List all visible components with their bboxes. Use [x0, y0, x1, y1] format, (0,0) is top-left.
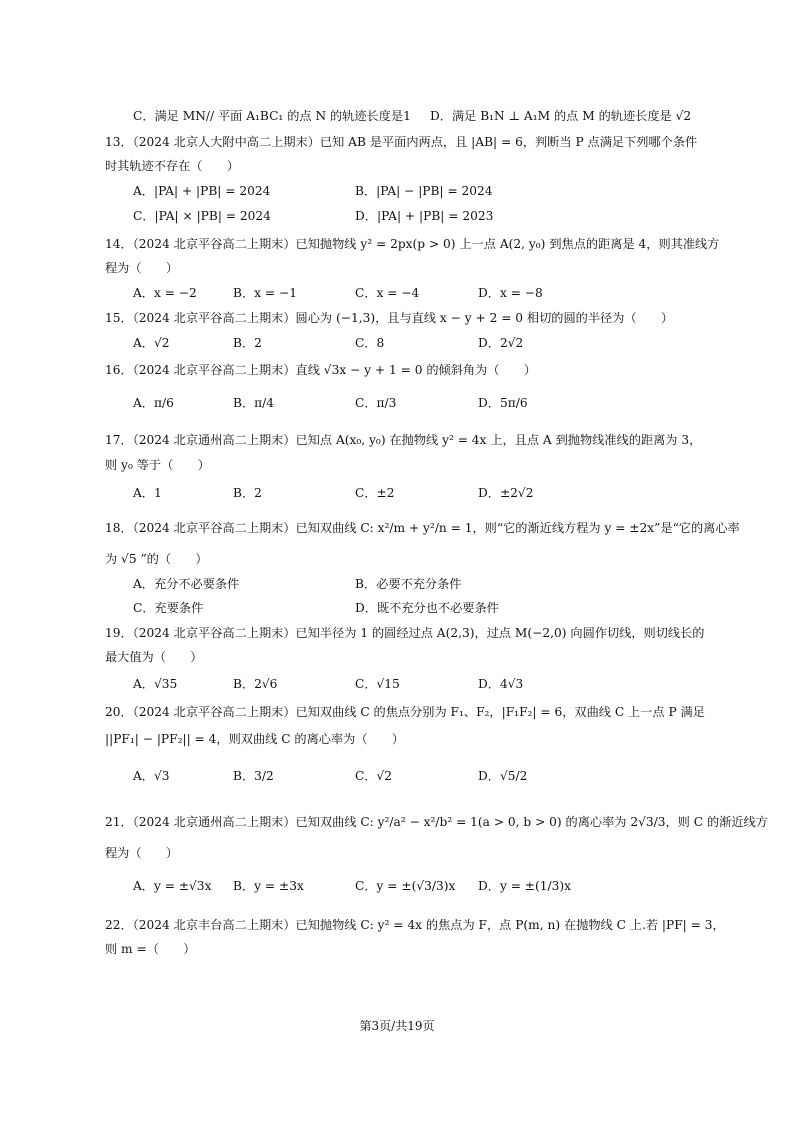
- answer-option: A．x = −2: [133, 286, 197, 300]
- question-text: 19．（2024 北京平谷高二上期末）已知半径为 1 的圆经过点 A(2,3)，过点 M(−2,0) 向圆作切线，则切线长的: [105, 626, 705, 640]
- question-text: 16．（2024 北京平谷高二上期末）直线 √3x − y + 1 = 0 的倾斜角为（ ）: [105, 363, 537, 377]
- answer-option: B．3/2: [233, 769, 274, 783]
- question-text: 时其轨迹不存在（ ）: [105, 159, 240, 173]
- answer-option: A．√35: [133, 677, 178, 691]
- question-text: 为 √5 ”的（ ）: [105, 552, 208, 566]
- question-text: 18．（2024 北京平谷高二上期末）已知双曲线 C: x²/m + y²/n = 1，则“它的渐近线方程为 y = ±2x”是“它的离心率: [105, 521, 740, 535]
- answer-option: D．|PA| + |PB| = 2023: [355, 209, 494, 223]
- answer-option: D．±2√2: [478, 486, 534, 500]
- answer-option: A．y = ±√3x: [133, 879, 212, 893]
- answer-option: B．2: [233, 336, 262, 350]
- question-text: 程为（ ）: [105, 846, 179, 860]
- answer-option: C．|PA| × |PB| = 2024: [133, 209, 271, 223]
- answer-option: B．|PA| − |PB| = 2024: [355, 184, 493, 198]
- answer-option: A．充分不必要条件: [133, 577, 240, 591]
- answer-option: B．必要不充分条件: [355, 577, 462, 591]
- answer-option: D．4√3: [478, 677, 524, 691]
- answer-option: A．π/6: [133, 396, 174, 410]
- answer-option: C．满足 MN// 平面 A₁BC₁ 的点 N 的轨迹长度是1: [133, 109, 411, 123]
- answer-option: C．π/3: [355, 396, 397, 410]
- answer-option: C．x = −4: [355, 286, 420, 300]
- answer-option: B．π/4: [233, 396, 275, 410]
- answer-option: D．y = ±(1/3)x: [478, 879, 572, 893]
- answer-option: C．±2: [355, 486, 395, 500]
- answer-option: D．5π/6: [478, 396, 528, 410]
- answer-option: C．8: [355, 336, 385, 350]
- question-text: 21．（2024 北京通州高二上期末）已知双曲线 C: y²/a² − x²/b² = 1(a > 0, b > 0) 的离心率为 2√3/3，则 C 的渐近线方: [105, 815, 768, 829]
- question-text: 则 y₀ 等于（ ）: [105, 458, 210, 472]
- answer-option: B．2: [233, 486, 262, 500]
- question-text: 14．（2024 北京平谷高二上期末）已知抛物线 y² = 2px(p > 0) 上一点 A(2, y₀) 到焦点的距离是 4，则其准线方: [105, 237, 720, 251]
- answer-option: D．√5/2: [478, 769, 528, 783]
- question-text: 22．（2024 北京丰台高二上期末）已知抛物线 C: y² = 4x 的焦点为 F，点 P(m, n) 在抛物线 C 上.若 |PF| = 3，: [105, 918, 725, 932]
- answer-option: B．2√6: [233, 677, 278, 691]
- answer-option: A．|PA| + |PB| = 2024: [133, 184, 271, 198]
- question-text: 17．（2024 北京通州高二上期末）已知点 A(x₀, y₀) 在抛物线 y² = 4x 上，且点 A 到抛物线准线的距离为 3，: [105, 433, 702, 447]
- answer-option: B．x = −1: [233, 286, 297, 300]
- answer-option: A．√3: [133, 769, 170, 783]
- answer-option: C．y = ±(√3/3)x: [355, 879, 456, 893]
- answer-option: D．满足 B₁N ⊥ A₁M 的点 M 的轨迹长度是 √2: [430, 109, 692, 123]
- question-text: 则 m =（ ）: [105, 942, 196, 956]
- answer-option: D．x = −8: [478, 286, 543, 300]
- answer-option: B．y = ±3x: [233, 879, 304, 893]
- page-footer: 第3页/共19页: [359, 1019, 435, 1033]
- question-text: 程为（ ）: [105, 261, 179, 275]
- question-text: 13．（2024 北京人大附中高二上期末）已知 AB 是平面内两点，且 |AB| = 6，判断当 P 点满足下列哪个条件: [105, 135, 698, 149]
- question-text: 20．（2024 北京平谷高二上期末）已知双曲线 C 的焦点分别为 F₁、F₂，|F₁F₂| = 6，双曲线 C 上一点 P 满足: [105, 705, 705, 719]
- answer-option: C．√2: [355, 769, 393, 783]
- answer-option: D．2√2: [478, 336, 524, 350]
- question-text: 最大值为（ ）: [105, 650, 203, 664]
- question-text: ||PF₁| − |PF₂|| = 4，则双曲线 C 的离心率为（ ）: [105, 732, 405, 746]
- answer-option: C．√15: [355, 677, 400, 691]
- answer-option: A．1: [133, 486, 162, 500]
- answer-option: A．√2: [133, 336, 170, 350]
- answer-option: C．充要条件: [133, 601, 204, 615]
- answer-option: D．既不充分也不必要条件: [355, 601, 499, 615]
- question-text: 15．（2024 北京平谷高二上期末）圆心为 (−1,3)，且与直线 x − y + 2 = 0 相切的圆的半径为（ ）: [105, 311, 674, 325]
